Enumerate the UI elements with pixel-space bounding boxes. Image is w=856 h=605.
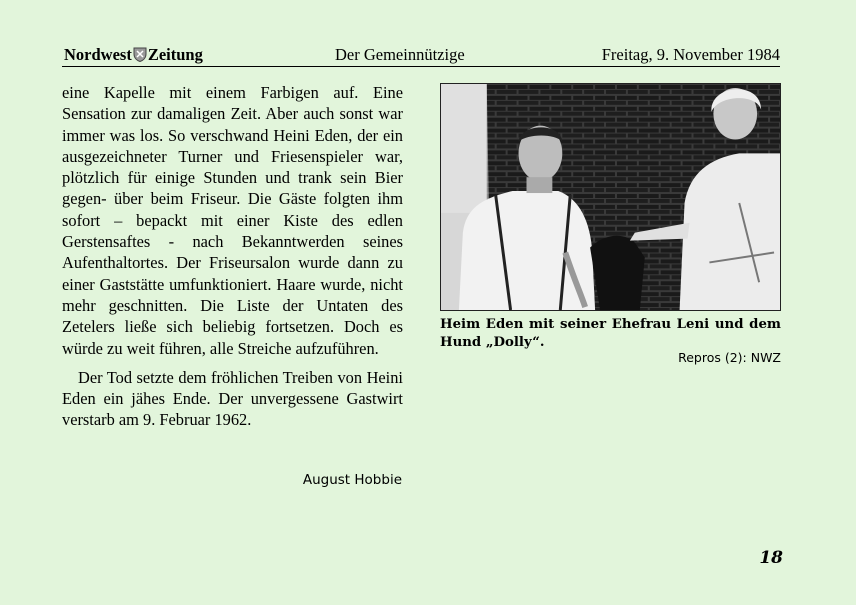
article-paragraph: Der Tod setzte dem fröhlichen Treiben von Heini Eden ein jähes Ende. Der unvergessene Gastwirt verstarb am 9. Februar 1962. bbox=[62, 367, 403, 430]
photo-caption: Heim Eden mit seiner Ehefrau Leni und dem Hund „Dolly“. bbox=[440, 317, 781, 350]
article-photo bbox=[440, 83, 781, 311]
article-body bbox=[62, 82, 403, 431]
crest-icon bbox=[133, 47, 147, 67]
masthead-zeitung: Zeitung bbox=[147, 45, 203, 64]
newspaper-masthead bbox=[64, 45, 203, 67]
section-title: Der Gemeinnützige bbox=[335, 45, 465, 64]
article-author: August Hobbie bbox=[302, 472, 402, 488]
page-header bbox=[62, 44, 780, 67]
photo-credit: Repros (2): NWZ bbox=[678, 350, 781, 365]
article-paragraph: eine Kapelle mit einem Farbigen auf. Eine Sensation zur damaligen Zeit. Aber auch sonst war immer was los. So verschwand Heini Eden, der ein ausgezeichneter Turner und Friesenspieler war, plötzlich für einige Stunden und trank sein Bier gegen- über beim Friseur. Die Gäste folgten ihm sofort – bepackt mit einer Kiste des edlen Gerstensaftes - nach Bekanntwerden seines Aufenthaltortes. Der Friseursalon wurde dann zu einer Gaststätte umfunktioniert. Haare wurde, nicht mehr geschnitten. Die Liste der Untaten des Zetelers ließe sich beliebig fortsetzen. Doch es würde zu weit führen, alle Streiche aufzuführen. bbox=[62, 83, 403, 358]
masthead-nordwest: Nordwest bbox=[64, 45, 132, 64]
page-number: 18 bbox=[759, 548, 783, 568]
issue-date: Freitag, 9. November 1984 bbox=[601, 45, 780, 64]
